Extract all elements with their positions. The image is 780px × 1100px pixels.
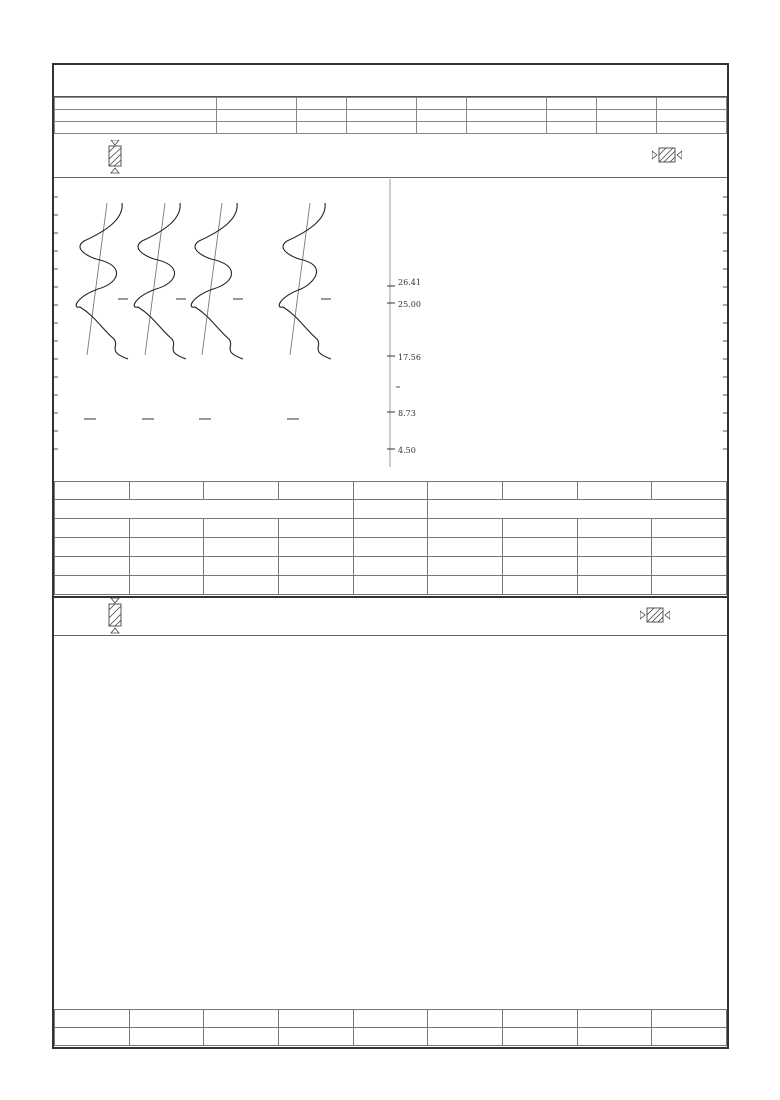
deviation-value [502, 557, 577, 576]
info-value [547, 98, 597, 110]
deviation-value [577, 519, 652, 538]
info-row [55, 110, 727, 122]
deviation-value [278, 557, 353, 576]
tooth-number [652, 482, 727, 500]
profile-section-header [54, 140, 727, 178]
deviation-value [428, 557, 503, 576]
root-header-row [55, 1010, 727, 1028]
info-value [297, 122, 347, 134]
tooth-number [577, 482, 652, 500]
profile-value-row [55, 519, 727, 538]
axis-tick-label: 26.41 [398, 278, 421, 287]
fham-label [353, 500, 428, 519]
profile-value-row [55, 557, 727, 576]
info-label [467, 122, 547, 134]
report-header [52, 48, 728, 64]
info-row [55, 122, 727, 134]
deviation-value [428, 519, 503, 538]
tooth-number [577, 1010, 652, 1028]
info-value [417, 110, 467, 122]
left-profile-trace [279, 203, 331, 359]
profile-results-table [54, 481, 727, 595]
reference-line [87, 203, 107, 355]
ffa-value [428, 1028, 503, 1046]
info-value [657, 110, 727, 122]
deviation-value [652, 557, 727, 576]
axis-tick-label: 17.56 [398, 353, 421, 362]
info-value [657, 122, 727, 134]
scale-box-horizontal-icon [652, 146, 682, 164]
tooth-number [652, 1010, 727, 1028]
root-value-row [55, 1028, 727, 1046]
left-profile-trace [76, 203, 128, 359]
info-label [347, 122, 417, 134]
profile-value-row [55, 538, 727, 557]
company-name [54, 65, 727, 97]
iso-header [353, 482, 428, 500]
fham-row [55, 500, 727, 519]
deviation-value [652, 519, 727, 538]
root-scale-box-horizontal-icon [640, 606, 670, 624]
report-frame [52, 63, 729, 1049]
tooth-number [502, 1010, 577, 1028]
info-label [217, 98, 297, 110]
left-profile-trace [134, 203, 186, 359]
info-value [547, 122, 597, 134]
ffa-value [204, 1028, 279, 1046]
deviation-value [502, 576, 577, 595]
ffa-value [652, 1028, 727, 1046]
tooth-number [55, 1010, 130, 1028]
info-value [417, 122, 467, 134]
ffa-label [353, 1028, 428, 1046]
tooth-number [204, 1010, 279, 1028]
info-label [467, 110, 547, 122]
tooth-number [55, 482, 130, 500]
tooth-number [129, 1010, 204, 1028]
tooth-number [278, 482, 353, 500]
fham-right-cell [428, 500, 727, 519]
tooth-number [129, 482, 204, 500]
info-value [417, 98, 467, 110]
deviation-value [204, 538, 279, 557]
deviation-value [129, 538, 204, 557]
deviation-value [652, 538, 727, 557]
tooth-number [428, 1010, 503, 1028]
deviation-value [502, 538, 577, 557]
profile-header-row [55, 482, 727, 500]
gear-info-table [54, 97, 727, 134]
tooth-number [278, 1010, 353, 1028]
root-plot [54, 637, 727, 995]
deviation-value [204, 576, 279, 595]
root-results-table [54, 1009, 727, 1046]
deviation-value [428, 576, 503, 595]
scale-box-icon [106, 140, 124, 174]
info-row [55, 98, 727, 110]
ffa-value [129, 1028, 204, 1046]
info-label [347, 98, 417, 110]
info-label [597, 122, 657, 134]
info-value [547, 110, 597, 122]
info-value [297, 98, 347, 110]
profile-value-row [55, 576, 727, 595]
ffa-value [577, 1028, 652, 1046]
deviation-value [129, 519, 204, 538]
deviation-value [428, 538, 503, 557]
root-section-header [54, 596, 727, 636]
reference-line [145, 203, 165, 355]
deviation-value [55, 576, 130, 595]
deviation-value [129, 576, 204, 595]
parameter-cell [353, 538, 428, 557]
info-label [347, 110, 417, 122]
info-cell [55, 122, 217, 134]
info-label [217, 122, 297, 134]
reference-line [290, 203, 310, 355]
tooth-number-label [353, 1010, 428, 1028]
axis-tick-label: 4.50 [398, 446, 416, 455]
ffa-value [55, 1028, 130, 1046]
tooth-number [428, 482, 503, 500]
deviation-value [55, 519, 130, 538]
axis-tick-label: 25.00 [398, 300, 421, 309]
deviation-value [278, 538, 353, 557]
axis-tick-label: 8.73 [398, 409, 416, 418]
reference-line [202, 203, 222, 355]
info-label [467, 98, 547, 110]
info-label [217, 110, 297, 122]
deviation-value [55, 538, 130, 557]
tooth-number [502, 482, 577, 500]
ffa-value [502, 1028, 577, 1046]
deviation-value [577, 538, 652, 557]
parameter-cell [353, 576, 428, 595]
deviation-value [204, 557, 279, 576]
deviation-value [577, 557, 652, 576]
info-label [597, 110, 657, 122]
parameter-cell [353, 557, 428, 576]
deviation-value [278, 519, 353, 538]
fham-left-cell [55, 500, 354, 519]
deviation-value [502, 519, 577, 538]
deviation-value [55, 557, 130, 576]
left-profile-trace [191, 203, 243, 359]
info-label [597, 98, 657, 110]
deviation-value [278, 576, 353, 595]
ffa-value [278, 1028, 353, 1046]
info-cell [55, 110, 217, 122]
root-scale-box-icon [106, 598, 124, 634]
deviation-value [204, 519, 279, 538]
deviation-value [652, 576, 727, 595]
info-cell [55, 98, 217, 110]
deviation-value [129, 557, 204, 576]
info-value [297, 110, 347, 122]
parameter-cell [353, 519, 428, 538]
profile-plot [54, 179, 727, 467]
tooth-number [204, 482, 279, 500]
info-value [657, 98, 727, 110]
deviation-value [577, 576, 652, 595]
